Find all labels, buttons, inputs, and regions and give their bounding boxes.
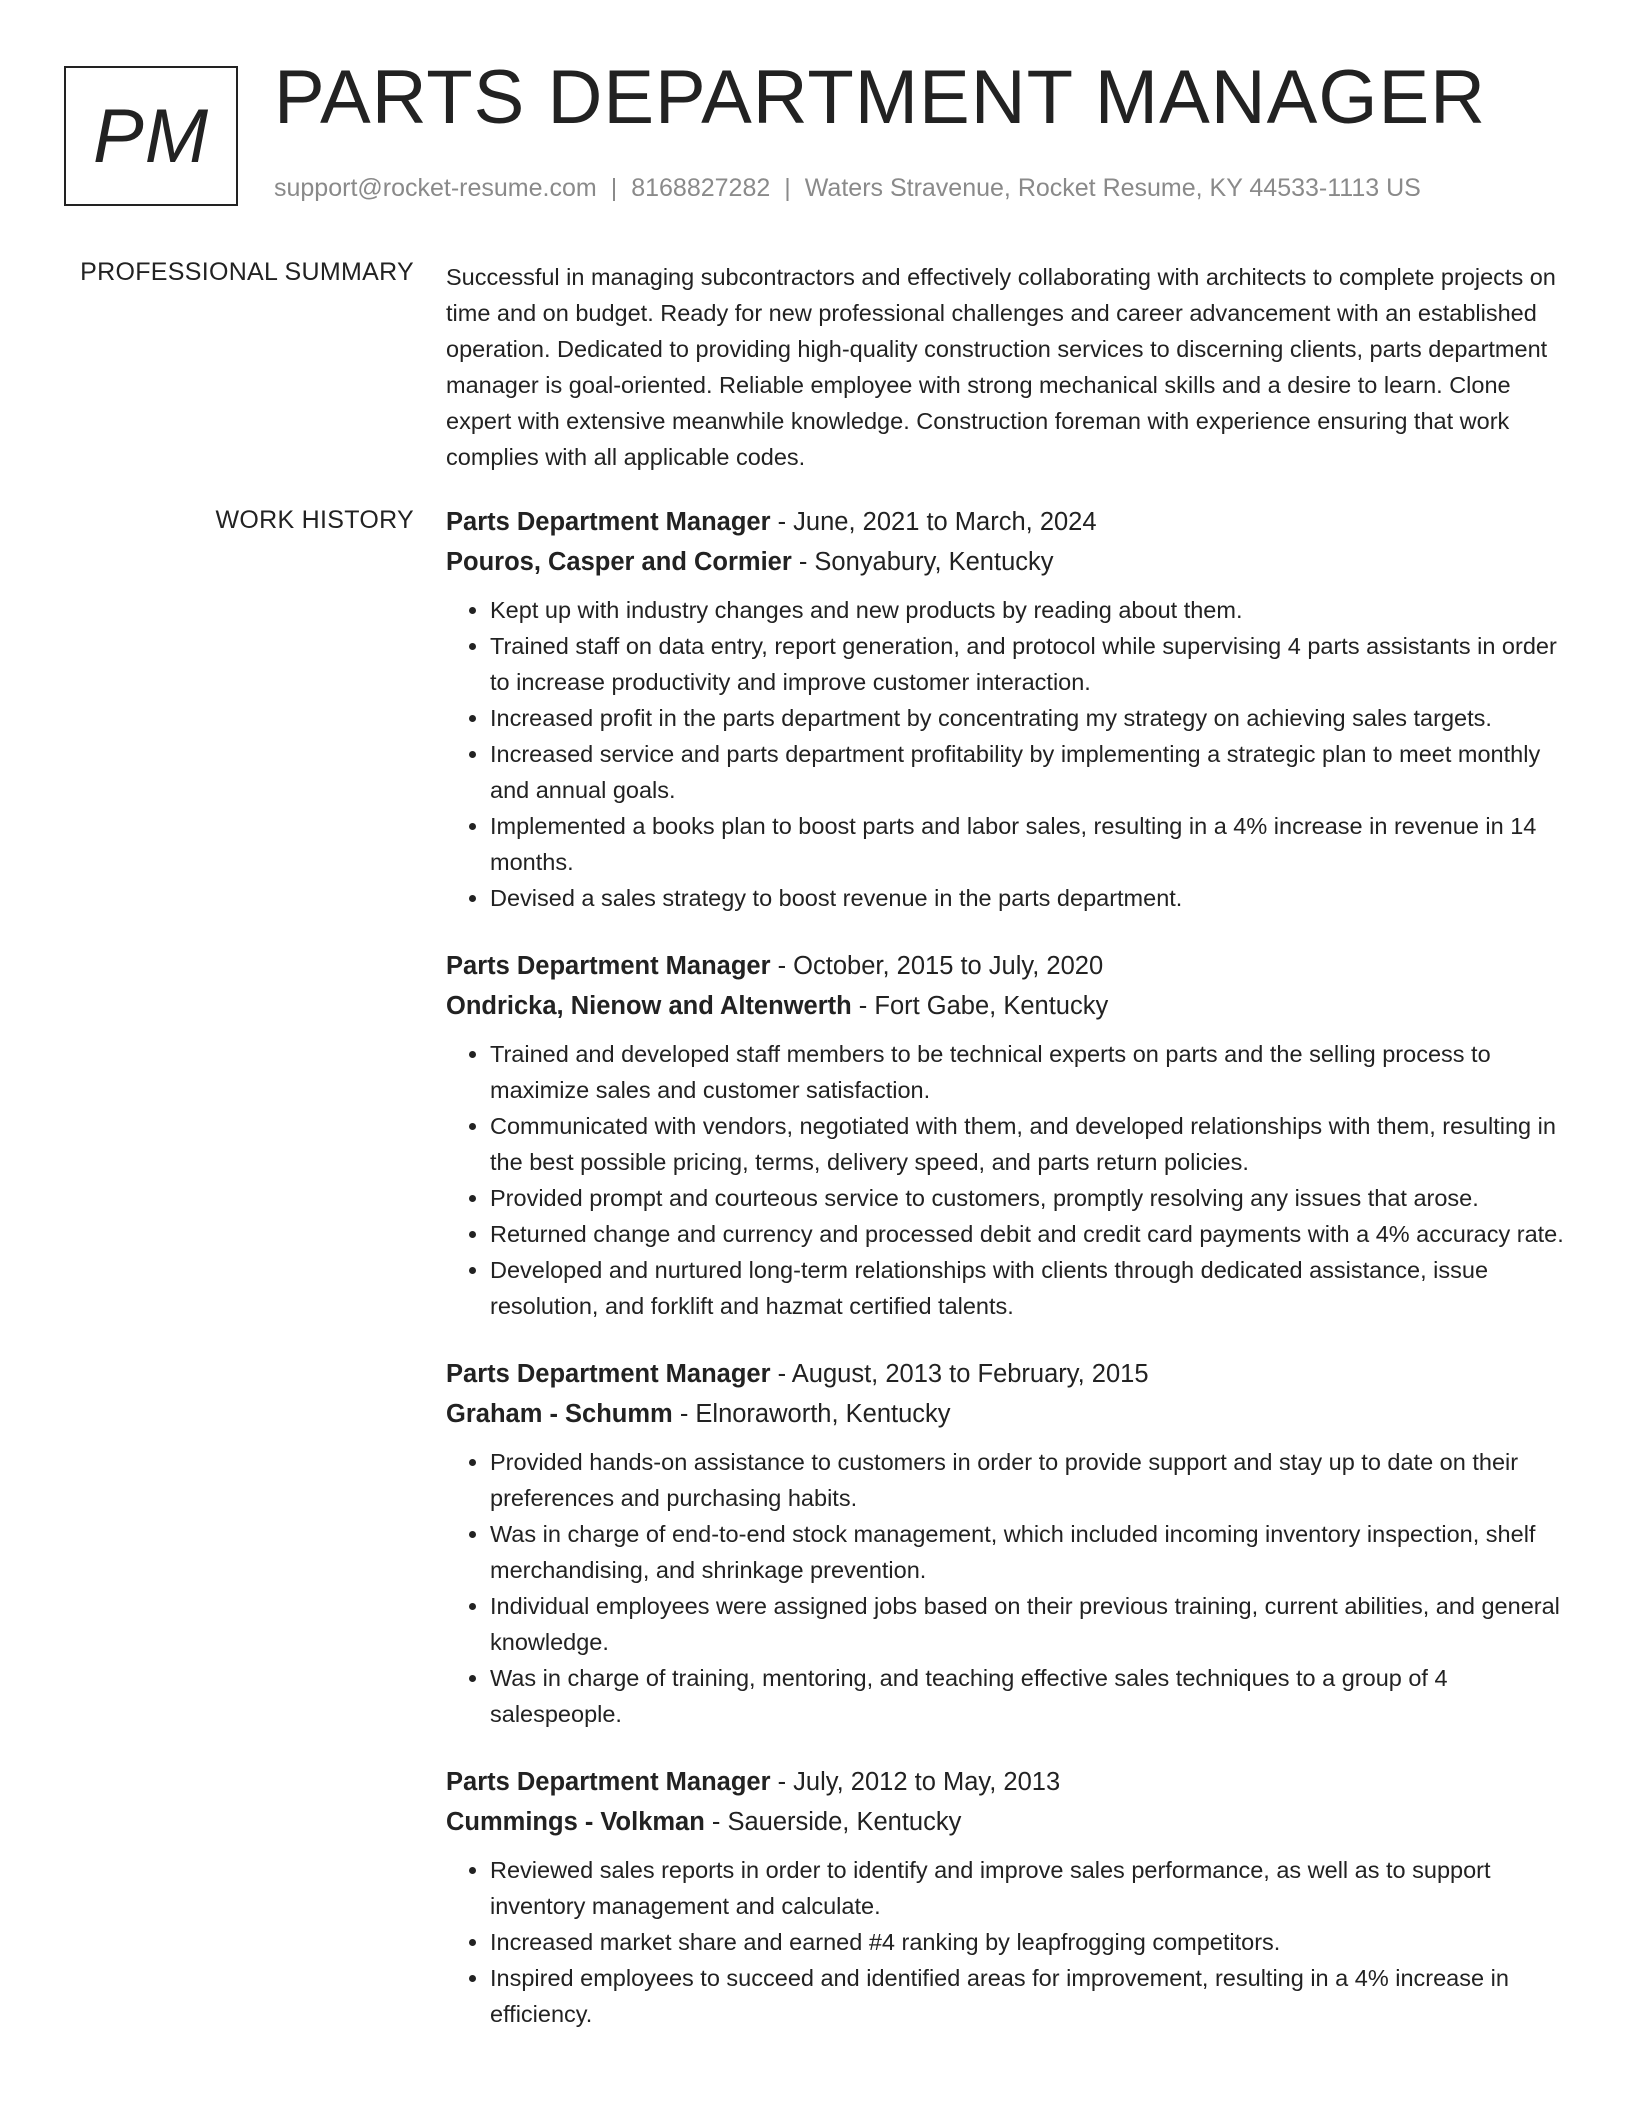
job-bullet: • Communicated with vendors, negotiated with them, and developed relationships with them, resulting in the best possible pricing, terms, delivery speed, and parts return policies. <box>490 1108 1564 1180</box>
page-title: PARTS DEPARTMENT MANAGER <box>274 55 1487 140</box>
job-title: Parts Department Manager <box>446 952 771 980</box>
job-entry <box>446 946 1564 1324</box>
job-location: - Sonyabury, Kentucky <box>791 548 1054 576</box>
job-title: Parts Department Manager <box>446 1360 771 1388</box>
job-bullet: • Provided hands-on assistance to customers in order to provide support and stay up to date on their preferences and purchasing habits. <box>490 1444 1564 1516</box>
job-bullet: • Returned change and currency and processed debit and credit card payments with a 4% accuracy rate. <box>490 1216 1564 1252</box>
job-entry <box>446 1354 1564 1732</box>
summary-body <box>446 259 1564 475</box>
job-company-line <box>446 542 1564 582</box>
job-company: Pouros, Casper and Cormier <box>446 548 792 576</box>
job-bullet: • Increased profit in the parts department by concentrating my strategy on achieving sales targets. <box>490 700 1564 736</box>
job-bullet: • Devised a sales strategy to boost revenue in the parts department. <box>490 880 1564 916</box>
contact-line <box>274 174 1421 203</box>
job-bullet: • Individual employees were assigned jobs based on their previous training, current abilities, and general knowledge. <box>490 1588 1564 1660</box>
job-bullet: • Was in charge of training, mentoring, and teaching effective sales techniques to a group of 4 salespeople. <box>490 1660 1564 1732</box>
job-title-line <box>446 1354 1564 1394</box>
contact-email: support@rocket-resume.com <box>274 174 597 202</box>
job-entry <box>446 502 1564 916</box>
job-company: Graham - Schumm <box>446 1400 673 1428</box>
job-title: Parts Department Manager <box>446 1768 771 1796</box>
job-company: Cummings - Volkman <box>446 1808 705 1836</box>
job-dates: - August, 2013 to February, 2015 <box>770 1360 1149 1388</box>
job-bullet: • Provided prompt and courteous service to customers, promptly resolving any issues that arose. <box>490 1180 1564 1216</box>
monogram-badge: PM <box>64 66 238 206</box>
job-bullets <box>446 592 1564 916</box>
job-bullet: • Was in charge of end-to-end stock management, which included incoming inventory inspection, shelf merchandising, and shrinkage prevention. <box>490 1516 1564 1588</box>
job-dates: - July, 2012 to May, 2013 <box>770 1768 1061 1796</box>
contact-phone: 8168827282 <box>631 174 771 202</box>
job-location: - Fort Gabe, Kentucky <box>851 992 1109 1020</box>
job-company-line <box>446 1394 1564 1434</box>
job-company: Ondricka, Nienow and Altenwerth <box>446 992 852 1020</box>
job-bullet: • Developed and nurtured long-term relationships with clients through dedicated assistance, issue resolution, and forklift and hazmat certified talents. <box>490 1252 1564 1324</box>
work-history-section-label: WORK HISTORY <box>215 506 414 534</box>
job-company-line <box>446 986 1564 1026</box>
job-bullet: • Trained and developed staff members to be technical experts on parts and the selling process to maximize sales and customer satisfaction. <box>490 1036 1564 1108</box>
job-bullets <box>446 1852 1564 2032</box>
job-title: Parts Department Manager <box>446 508 771 536</box>
contact-address: Waters Stravenue, Rocket Resume, KY 44533-1113 US <box>804 174 1421 202</box>
job-company-line <box>446 1802 1564 1842</box>
job-bullet: • Reviewed sales reports in order to identify and improve sales performance, as well as to support inventory management and calculate. <box>490 1852 1564 1924</box>
job-bullet: • Implemented a books plan to boost parts and labor sales, resulting in a 4% increase in revenue in 14 months. <box>490 808 1564 880</box>
job-bullet: • Increased service and parts department profitability by implementing a strategic plan to meet monthly and annual goals. <box>490 736 1564 808</box>
job-entry <box>446 1762 1564 2032</box>
job-title-line <box>446 502 1564 542</box>
jobs-list <box>446 502 1564 2062</box>
job-title-line <box>446 1762 1564 1802</box>
job-location: - Sauerside, Kentucky <box>704 1808 962 1836</box>
job-bullet: • Kept up with industry changes and new products by reading about them. <box>490 592 1564 628</box>
summary-section-label: PROFESSIONAL SUMMARY <box>80 258 414 286</box>
contact-separator: | <box>784 174 791 202</box>
contact-separator: | <box>610 174 618 202</box>
summary-text: Successful in managing subcontractors and effectively collaborating with architects to complete projects on time and on budget. Ready for new professional challenges and career advancement with an established operation. Dedicated to providing high-quality construction services to discerning clients, parts department manager is goal-oriented. Reliable employee with strong mechanical skills and a desire to learn. Clone expert with extensive meanwhile knowledge. Construction foreman with experience ensuring that work complies with all applicable codes. <box>446 264 1556 470</box>
job-title-line <box>446 946 1564 986</box>
job-dates: - June, 2021 to March, 2024 <box>770 508 1097 536</box>
job-bullet: • Increased market share and earned #4 ranking by leapfrogging competitors. <box>490 1924 1564 1960</box>
job-bullets <box>446 1036 1564 1324</box>
job-bullets <box>446 1444 1564 1732</box>
job-location: - Elnoraworth, Kentucky <box>672 1400 951 1428</box>
job-bullet: • Inspired employees to succeed and identified areas for improvement, resulting in a 4% increase in efficiency. <box>490 1960 1564 2032</box>
job-bullet: • Trained staff on data entry, report generation, and protocol while supervising 4 parts assistants in order to increase productivity and improve customer interaction. <box>490 628 1564 700</box>
job-dates: - October, 2015 to July, 2020 <box>770 952 1104 980</box>
